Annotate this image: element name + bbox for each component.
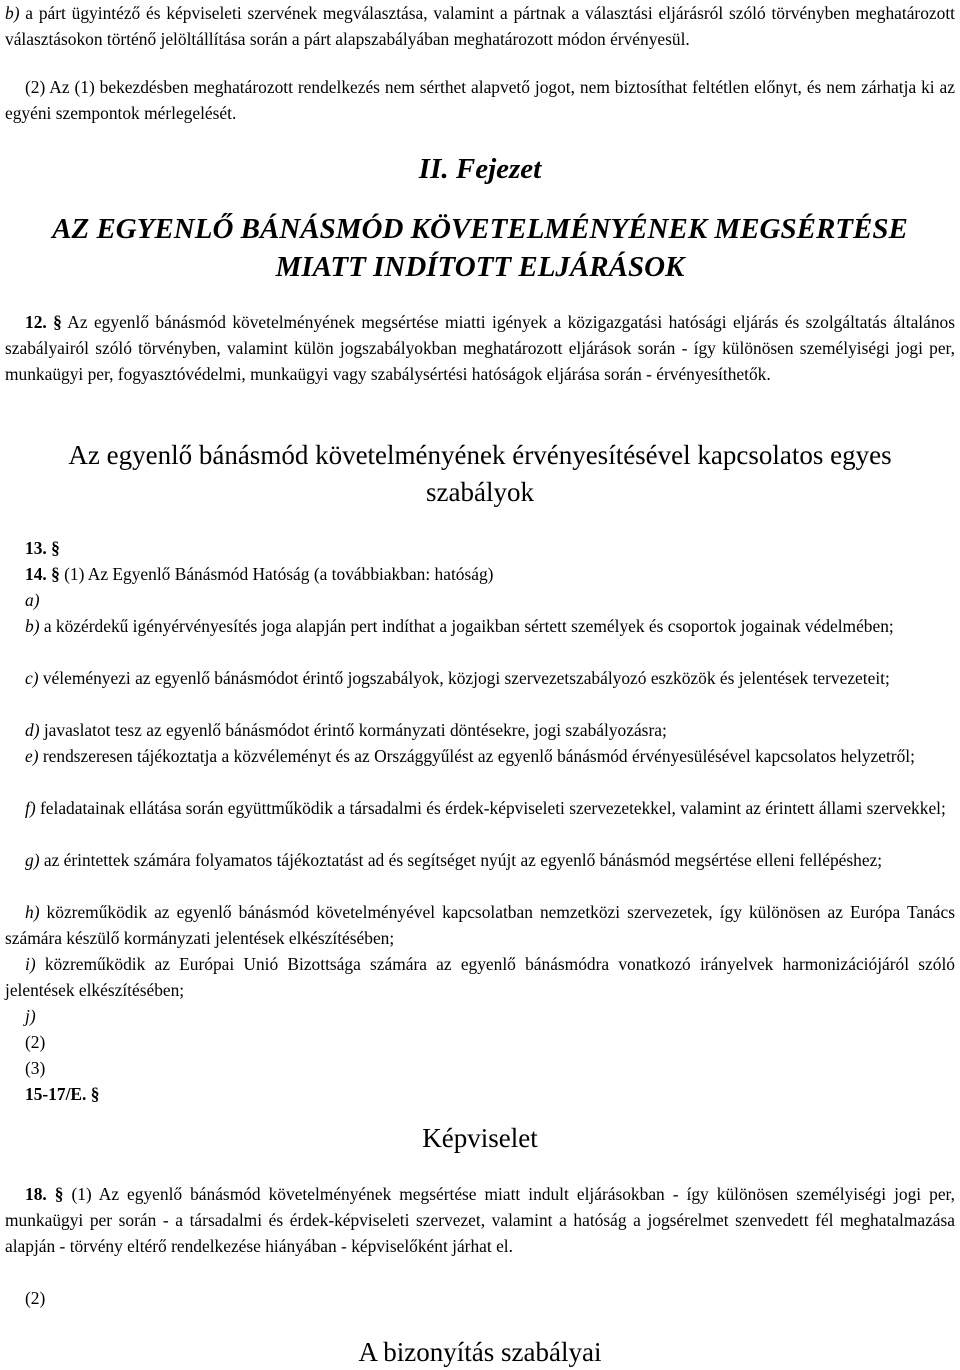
list-item-j <box>5 1003 955 1029</box>
section-13 <box>5 535 955 561</box>
paragraph-text: (2) <box>25 1288 46 1308</box>
item-text: javaslatot tesz az egyenlő bánásmódot érintő kormányzati döntésekre, jogi szabályozásra; <box>39 720 667 740</box>
paragraph-text: (1) Az Egyenlő Bánásmód Hatóság (a továbbiakban: hatóság) <box>59 564 494 584</box>
item-label: e) <box>25 746 39 766</box>
section-number: 18. § <box>25 1184 64 1204</box>
item-label: b) <box>5 3 20 23</box>
paragraph-text: a párt ügyintéző és képviseleti szervének megválasztása, valamint a pártnak a választási eljárásról szóló törvényben meghatározott választásokon történő jelöltállítása során a párt alapszabályában meghatározott módon érvényesül. <box>5 3 955 49</box>
chapter-subtitle-line2: MIATT INDÍTOTT ELJÁRÁSOK <box>275 251 685 283</box>
paragraph-text: (2) <box>25 1032 46 1052</box>
paragraph-text: Az egyenlő bánásmód követelményének megsértése miatti igények a közigazgatási hatósági eljárás és szolgáltatás általános szabályairól szóló törvényben, valamint külön jogszabályokban meghatározott eljárások során - így különösen személyiségi jogi per, munkaügyi per, fogyasztóvédelmi, munkaügyi vagy szabálysértési hatóságok eljárása során - érvényesíthetők. <box>5 312 955 384</box>
item-text: az érintettek számára folyamatos tájékoztatást ad és segítséget nyújt az egyenlő bánásmód megsértése elleni fellépéshez; <box>39 850 883 870</box>
chapter-subtitle-line1: AZ EGYENLŐ BÁNÁSMÓD KÖVETELMÉNYÉNEK MEGSÉRTÉSE <box>52 213 908 245</box>
list-item-e <box>5 743 955 769</box>
section-heading-1-line2: szabályok <box>426 477 534 507</box>
section-number: 13. § <box>25 538 60 558</box>
item-label: b) <box>25 616 40 636</box>
chapter-title: II. Fejezet <box>418 153 542 185</box>
item-label: d) <box>25 720 40 740</box>
item-label: h) <box>25 902 40 922</box>
paragraph-14-3 <box>5 1055 955 1081</box>
item-text: a közérdekű igényérvényesítés joga alapján pert indíthat a jogaikban sértett személyek és csoportok jogainak védelmében; <box>39 616 894 636</box>
paragraph-b <box>5 0 955 52</box>
list-item-h <box>5 899 955 951</box>
paragraph-text: (3) <box>25 1058 46 1078</box>
item-label: c) <box>25 668 39 688</box>
list-item-g <box>5 847 955 873</box>
list-item-d <box>5 717 955 743</box>
section-number: 12. § <box>25 312 62 332</box>
section-number: 15-17/E. § <box>25 1084 100 1104</box>
item-text: közreműködik az Európai Unió Bizottsága számára az egyenlő bánásmódra vonatkozó irányelvek harmonizációjáról szóló jelentések elkészítésében; <box>5 954 955 1000</box>
item-text: közreműködik az egyenlő bánásmód követelményével kapcsolatban nemzetközi szervezetek, így különösen az Európa Tanács számára készülő kormányzati jelentések elkészítésében; <box>5 902 955 948</box>
list-item-i <box>5 951 955 1003</box>
section-heading-2: Képviselet <box>422 1123 538 1153</box>
paragraph-text: (1) Az egyenlő bánásmód követelményének megsértése miatt indult eljárásokban - így különösen személyiségi jogi per, munkaügyi per során - a társadalmi és érdek-képviseleti szervezet, valamint a hatóság a jogsérelmet szenvedett fél meghatalmazása alapján - törvény eltérő rendelkezése hiányában - képviselőként járhat el. <box>5 1184 955 1256</box>
list-item-a <box>5 587 955 613</box>
item-label: f) <box>25 798 36 818</box>
paragraph-2 <box>5 74 955 126</box>
section-number: 14. § <box>25 564 60 584</box>
paragraph-text: (2) Az (1) bekezdésben meghatározott rendelkezés nem sérthet alapvető jogot, nem biztosíthat feltétlen előnyt, és nem zárhatja ki az egyéni szempontok mérlegelését. <box>5 77 955 123</box>
list-item-c <box>5 665 955 691</box>
item-text: véleményezi az egyenlő bánásmódot érintő jogszabályok, közjogi szervezetszabályozó eszközök és jelentések tervezeteit; <box>38 668 890 688</box>
list-item-b <box>5 613 955 639</box>
list-item-f <box>5 795 955 821</box>
section-12 <box>5 309 955 387</box>
item-text: feladatainak ellátása során együttműködik a társadalmi és érdek-képviseleti szervezetekkel, valamint az érintett állami szervekkel; <box>35 798 946 818</box>
item-label: g) <box>25 850 40 870</box>
item-label: i) <box>25 954 36 974</box>
paragraph-14-2 <box>5 1029 955 1055</box>
item-label: a) <box>25 590 40 610</box>
section-14 <box>5 561 955 587</box>
item-text: rendszeresen tájékoztatja a közvéleményt és az Országgyűlést az egyenlő bánásmód érvényesülésével kapcsolatos helyzetről; <box>38 746 915 766</box>
item-label: j) <box>25 1006 36 1026</box>
section-18 <box>5 1181 955 1259</box>
paragraph-18-2 <box>5 1285 955 1311</box>
section-heading-3: A bizonyítás szabályai <box>358 1337 602 1367</box>
section-15-17e <box>5 1081 955 1107</box>
section-heading-1-line1: Az egyenlő bánásmód követelményének érvényesítésével kapcsolatos egyes <box>68 440 892 470</box>
